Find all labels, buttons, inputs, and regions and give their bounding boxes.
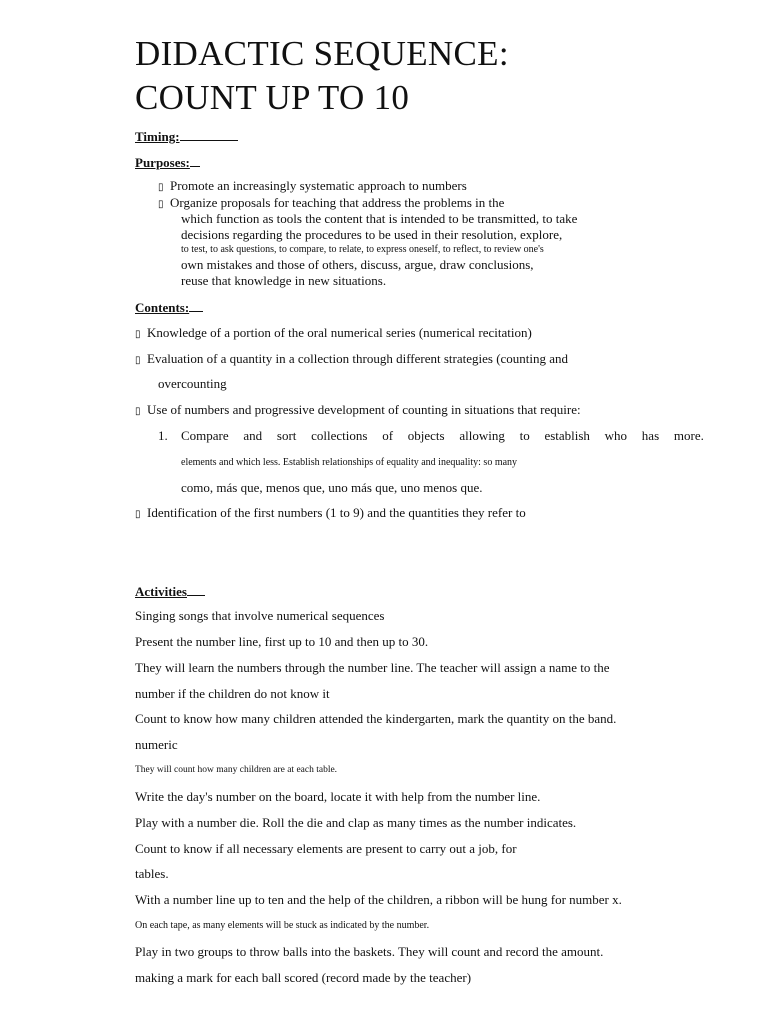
purpose-item-2-cont-2: decisions regarding the procedures to be used in their resolution, explore, (181, 227, 563, 242)
contents-sub-item-1-cont-1: elements and which less. Establish relationships of equality and inequality: so many (181, 457, 518, 468)
activity-line-1: Singing songs that involve numerical sequences (135, 608, 385, 623)
activity-line-13: On each tape, as many elements will be stuck as indicated by the number. (135, 920, 430, 931)
contents-label: Contents: (135, 300, 190, 315)
purpose-item-2-cont-5: reuse that knowledge in new situations. (181, 273, 387, 288)
contents-item-1: ▯ Knowledge of a portion of the oral numerical series (numerical recitation) (135, 325, 532, 343)
activity-line-8: Write the day's number on the board, locate it with help from the number line. (135, 789, 541, 804)
purposes-blank-line (190, 154, 200, 167)
missing-glyph-bullet-icon: ▯ (135, 329, 141, 340)
activities-blank-line (187, 583, 205, 596)
purpose-item-2-cont-3: to test, to ask questions, to compare, to relate, to express oneself, to reflect, to review one's (181, 244, 544, 255)
activity-line-11: tables. (135, 866, 169, 881)
purposes-heading (135, 154, 200, 171)
missing-glyph-bullet-icon: ▯ (135, 509, 141, 520)
activity-line-4: number if the children do not know it (135, 686, 330, 701)
activities-label: Activities (135, 584, 187, 599)
activity-line-9: Play with a number die. Roll the die and clap as many times as the number indicates. (135, 815, 577, 830)
purpose-item-2: ▯ Organize proposals for teaching that address the problems in the (158, 195, 504, 213)
activity-line-6: numeric (135, 737, 178, 752)
purpose-item-1: ▯ Promote an increasingly systematic approach to numbers (158, 178, 467, 196)
missing-glyph-bullet-icon: ▯ (135, 406, 141, 417)
document-title (135, 32, 509, 120)
contents-item-2: ▯ Evaluation of a quantity in a collection through different strategies (counting and (135, 351, 568, 369)
activity-line-15: making a mark for each ball scored (record made by the teacher) (135, 970, 472, 985)
activity-line-12: With a number line up to ten and the help of the children, a ribbon will be hung for number x. (135, 892, 622, 907)
missing-glyph-bullet-icon: ▯ (158, 182, 164, 193)
contents-sub-item-1: Compare and sort collections of objects allowing to establish who has more. (181, 428, 704, 443)
timing-label: Timing: (135, 129, 180, 144)
activity-line-7: They will count how many children are at each table. (135, 765, 338, 775)
purpose-item-2-cont-1: which function as tools the content that is intended to be transmitted, to take (181, 211, 578, 226)
activity-line-3: They will learn the numbers through the number line. The teacher will assign a name to the (135, 660, 610, 675)
activity-line-5: Count to know how many children attended the kindergarten, mark the quantity on the band. (135, 711, 617, 726)
timing-blank-line (180, 128, 238, 141)
title-line-2: COUNT UP TO 10 (135, 78, 410, 117)
activities-heading (135, 583, 205, 600)
missing-glyph-bullet-icon: ▯ (135, 355, 141, 366)
purposes-label: Purposes: (135, 155, 190, 170)
contents-item-4: ▯ Identification of the first numbers (1 to 9) and the quantities they refer to (135, 505, 526, 523)
contents-item-2-cont: overcounting (158, 376, 227, 391)
contents-blank-line (189, 299, 203, 312)
contents-sub-item-1-cont-2: como, más que, menos que, uno más que, uno menos que. (181, 480, 483, 495)
purpose-item-2-cont-4: own mistakes and those of others, discuss, argue, draw conclusions, (181, 257, 534, 272)
contents-sub-number: 1. (158, 428, 168, 443)
activity-line-14: Play in two groups to throw balls into the baskets. They will count and record the amount. (135, 944, 604, 959)
activity-line-10: Count to know if all necessary elements are present to carry out a job, for (135, 841, 517, 856)
activity-line-2: Present the number line, first up to 10 and then up to 30. (135, 634, 429, 649)
missing-glyph-bullet-icon: ▯ (158, 199, 164, 210)
contents-item-3: ▯ Use of numbers and progressive development of counting in situations that require: (135, 402, 581, 420)
contents-heading (135, 299, 203, 316)
title-line-1: DIDACTIC SEQUENCE: (135, 34, 509, 73)
timing-heading (135, 128, 238, 145)
